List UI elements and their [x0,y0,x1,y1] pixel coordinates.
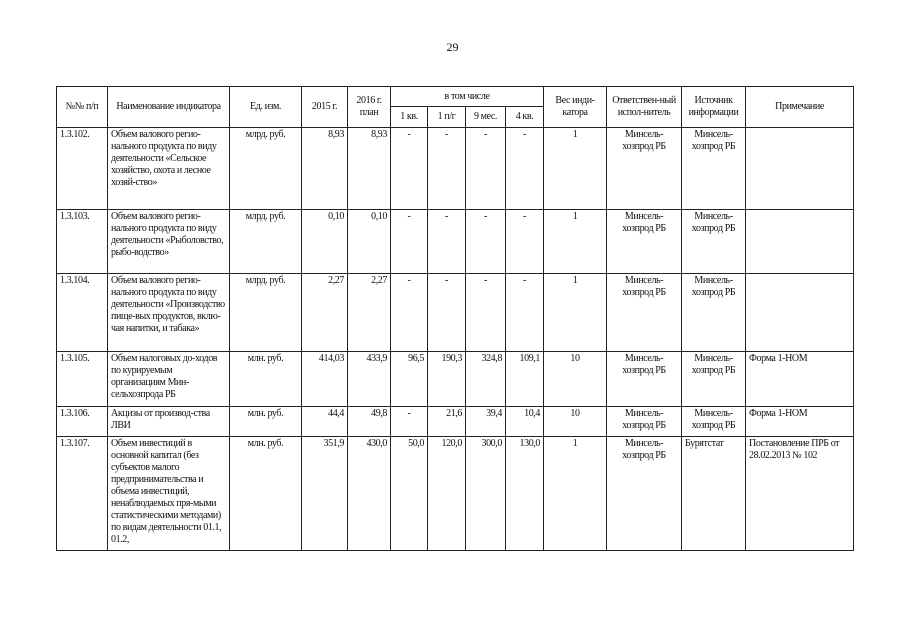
header-responsible: Ответствен-ный испол-нитель [607,87,682,128]
header-source: Источник информации [682,87,746,128]
cell-responsible: Минсель-хозпрод РБ [607,407,682,437]
cell-num: 1.3.102. [57,128,108,210]
header-2016-plan: 2016 г. план [348,87,391,128]
cell-num: 1.3.107. [57,437,108,551]
cell-9m: - [466,274,506,352]
header-unit: Ед. изм. [230,87,302,128]
cell-2015: 2,27 [302,274,348,352]
cell-unit: млрд. руб. [230,128,302,210]
cell-responsible: Минсель-хозпрод РБ [607,128,682,210]
cell-2016: 433,9 [348,352,391,407]
cell-num: 1.3.104. [57,274,108,352]
cell-indicator: Объем валового регио-нального продукта по виду деятельности «Производство пище-вых продуктов, вклю-чая напитки, и табака» [108,274,230,352]
header-num: №№ п/п [57,87,108,128]
cell-source: Минсель-хозпрод РБ [682,352,746,407]
cell-h1: 21,6 [428,407,466,437]
header-including: в том числе [391,87,544,107]
cell-q1: 96,5 [391,352,428,407]
cell-note: Постановление ПРБ от 28.02.2013 № 102 [746,437,854,551]
cell-source: Минсель-хозпрод РБ [682,128,746,210]
cell-weight: 1 [544,210,607,274]
cell-9m: - [466,128,506,210]
cell-2015: 351,9 [302,437,348,551]
cell-num: 1.3.103. [57,210,108,274]
cell-note: Форма 1-НОМ [746,352,854,407]
header-2015: 2015 г. [302,87,348,128]
header-weight: Вес инди-катора [544,87,607,128]
cell-unit: млрд. руб. [230,274,302,352]
cell-h1: - [428,128,466,210]
cell-source: Минсель-хозпрод РБ [682,210,746,274]
cell-num: 1.3.105. [57,352,108,407]
cell-num: 1.3.106. [57,407,108,437]
cell-note [746,210,854,274]
header-q4: 4 кв. [506,107,544,128]
cell-q1: - [391,274,428,352]
table-header-row [57,87,854,107]
cell-q1: 50,0 [391,437,428,551]
header-9m: 9 мес. [466,107,506,128]
cell-weight: 1 [544,128,607,210]
table-row [57,352,854,407]
header-note: Примечание [746,87,854,128]
cell-indicator: Акцизы от производ-ства ЛВИ [108,407,230,437]
cell-responsible: Минсель-хозпрод РБ [607,210,682,274]
cell-9m: 39,4 [466,407,506,437]
cell-indicator: Объем инвестиций в основной капитал (без субъектов малого предпринимательства и объема инвестиций, ненаблюдаемых пря-мыми статистическими методами) по видам деятельности 01.1, 01.2, [108,437,230,551]
cell-unit: млрд. руб. [230,210,302,274]
indicators-table [56,86,854,551]
cell-note [746,274,854,352]
cell-note [746,128,854,210]
table-row [57,210,854,274]
cell-2015: 8,93 [302,128,348,210]
table-row [57,407,854,437]
table-row [57,437,854,551]
table-row [57,128,854,210]
cell-q4: - [506,210,544,274]
cell-q4: - [506,274,544,352]
cell-source: Минсель-хозпрод РБ [682,407,746,437]
cell-9m: 300,0 [466,437,506,551]
cell-q4: - [506,128,544,210]
cell-h1: 190,3 [428,352,466,407]
cell-note: Форма 1-НОМ [746,407,854,437]
header-q1: 1 кв. [391,107,428,128]
cell-2015: 414,03 [302,352,348,407]
cell-weight: 1 [544,274,607,352]
cell-q1: - [391,407,428,437]
cell-2015: 0,10 [302,210,348,274]
cell-responsible: Минсель-хозпрод РБ [607,437,682,551]
page-number: 29 [446,40,459,54]
cell-2016: 49,8 [348,407,391,437]
cell-h1: - [428,274,466,352]
cell-weight: 1 [544,437,607,551]
cell-2016: 0,10 [348,210,391,274]
cell-q4: 109,1 [506,352,544,407]
cell-9m: 324,8 [466,352,506,407]
cell-h1: - [428,210,466,274]
table-row [57,274,854,352]
header-h1: 1 п/г [428,107,466,128]
cell-unit: млн. руб. [230,407,302,437]
cell-q1: - [391,128,428,210]
cell-responsible: Минсель-хозпрод РБ [607,352,682,407]
cell-responsible: Минсель-хозпрод РБ [607,274,682,352]
cell-weight: 10 [544,407,607,437]
cell-q4: 130,0 [506,437,544,551]
header-name: Наименование индикатора [108,87,230,128]
cell-indicator: Объем валового регио-нального продукта по виду деятельности «Сельское хозяйство, охота и лесное хозяй-ство» [108,128,230,210]
cell-9m: - [466,210,506,274]
cell-unit: млн. руб. [230,352,302,407]
cell-source: Бурятстат [682,437,746,551]
cell-indicator: Объем налоговых до-ходов по курируемым организациям Мин-сельхозпрода РБ [108,352,230,407]
cell-h1: 120,0 [428,437,466,551]
cell-indicator: Объем валового регио-нального продукта по виду деятельности «Рыболовство, рыбо-водство» [108,210,230,274]
cell-source: Минсель-хозпрод РБ [682,274,746,352]
cell-2016: 2,27 [348,274,391,352]
cell-2015: 44,4 [302,407,348,437]
cell-q4: 10,4 [506,407,544,437]
cell-2016: 8,93 [348,128,391,210]
cell-q1: - [391,210,428,274]
cell-2016: 430,0 [348,437,391,551]
cell-unit: млн. руб. [230,437,302,551]
cell-weight: 10 [544,352,607,407]
